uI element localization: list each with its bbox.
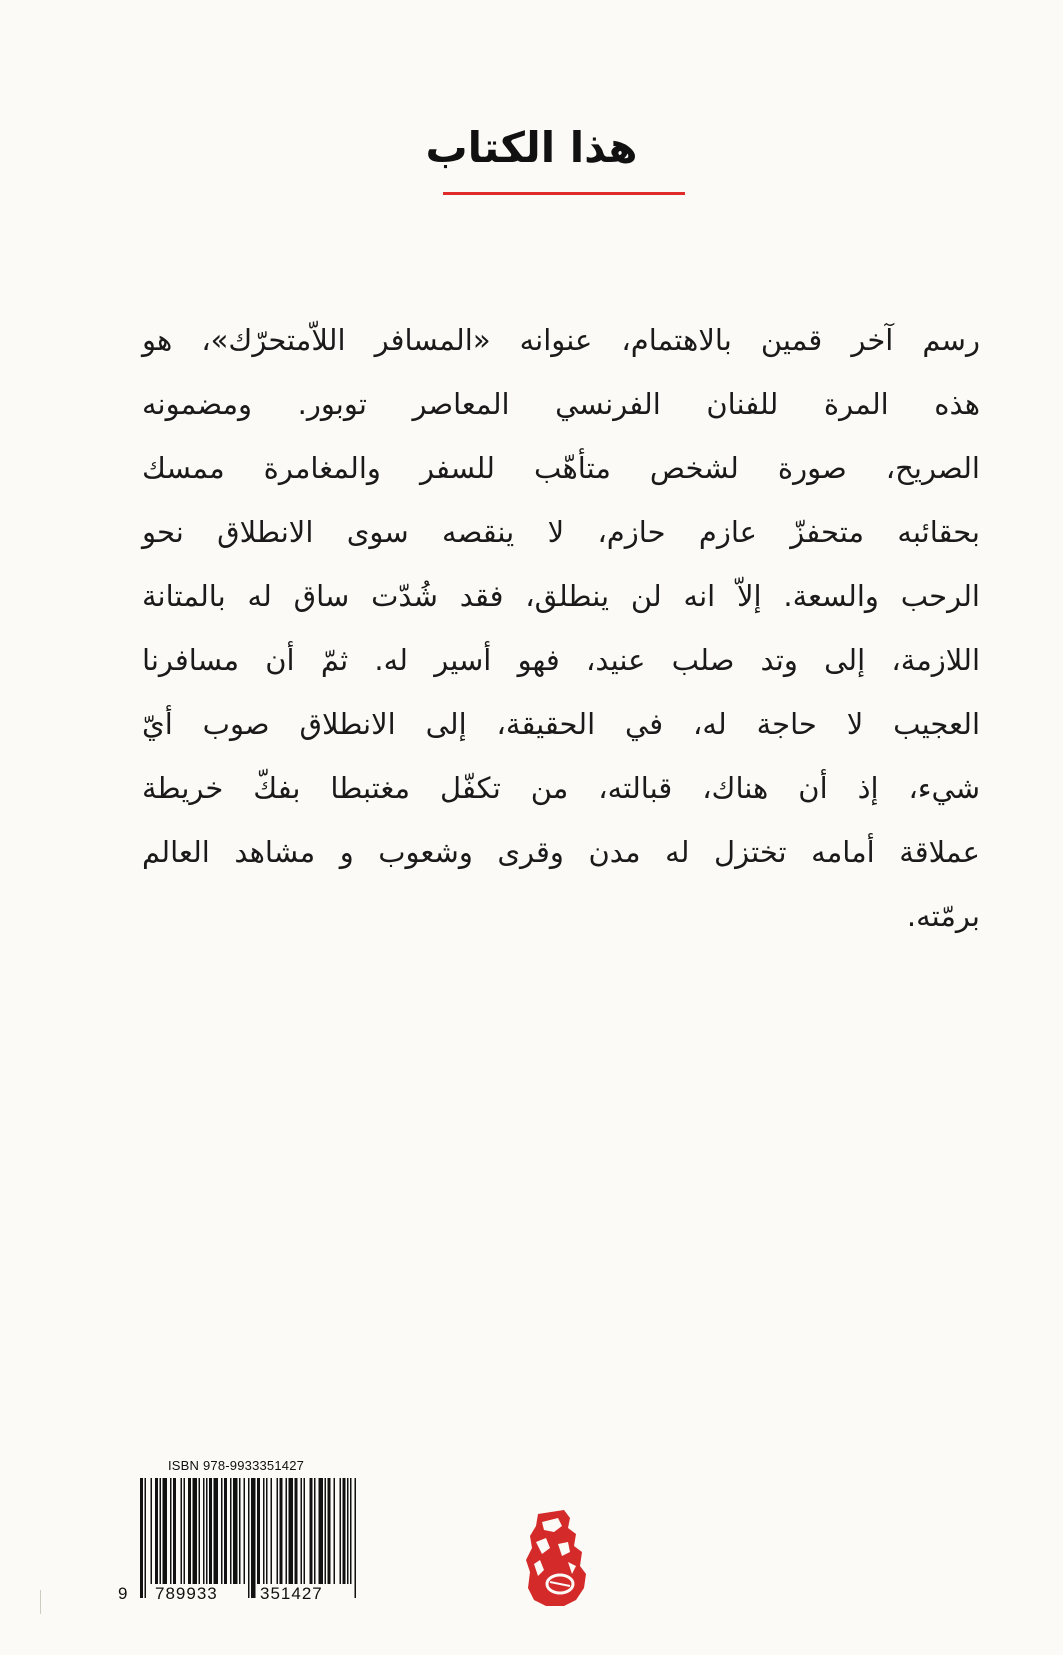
barcode-icon — [140, 1478, 358, 1598]
text-line: بحقائبه متحفزّ عازم حازم، لا ينقصه سوى الانطلاق نحو — [142, 515, 980, 549]
barcode-digits-right: 351427 — [257, 1584, 326, 1604]
page-edge-mark — [40, 1590, 49, 1614]
text-line: شيء، إذ أن هناك، قبالته، من تكفّل مغتبطا بفكّ خريطة — [142, 771, 980, 805]
text-line: اللازمة، إلى وتد صلب عنيد، فهو أسير له. ثمّ أن مسافرنا — [142, 643, 980, 677]
barcode-digit-first: 9 — [118, 1584, 129, 1603]
isbn-label: ISBN 978-9933351427 — [168, 1458, 305, 1473]
text-line: رسم آخر قمين بالاهتمام، عنوانه «المسافر اللاّمتحرّك»، هو — [142, 323, 980, 357]
text-line: عملاقة أمامه تختزل له مدن وقرى وشعوب و مشاهد العالم — [142, 835, 980, 869]
text-line: هذه المرة للفنان الفرنسي المعاصر توبور. ومضمونه — [142, 387, 980, 421]
publisher-logo-icon — [524, 1508, 590, 1608]
text-line: العجيب لا حاجة له، في الحقيقة، إلى الانطلاق صوب أيّ — [142, 707, 980, 741]
barcode-digits-left: 789933 — [152, 1584, 221, 1604]
title-underline — [443, 192, 685, 195]
description-text — [142, 308, 980, 948]
page-title: هذا الكتاب — [425, 123, 638, 172]
text-line: الصريح، صورة لشخص متأهّب للسفر والمغامرة ممسك — [142, 451, 980, 485]
text-line: برمّته. — [906, 899, 980, 933]
text-line: الرحب والسعة. إلاّ انه لن ينطلق، فقد شُدّت ساق له بالمتانة — [142, 579, 980, 613]
